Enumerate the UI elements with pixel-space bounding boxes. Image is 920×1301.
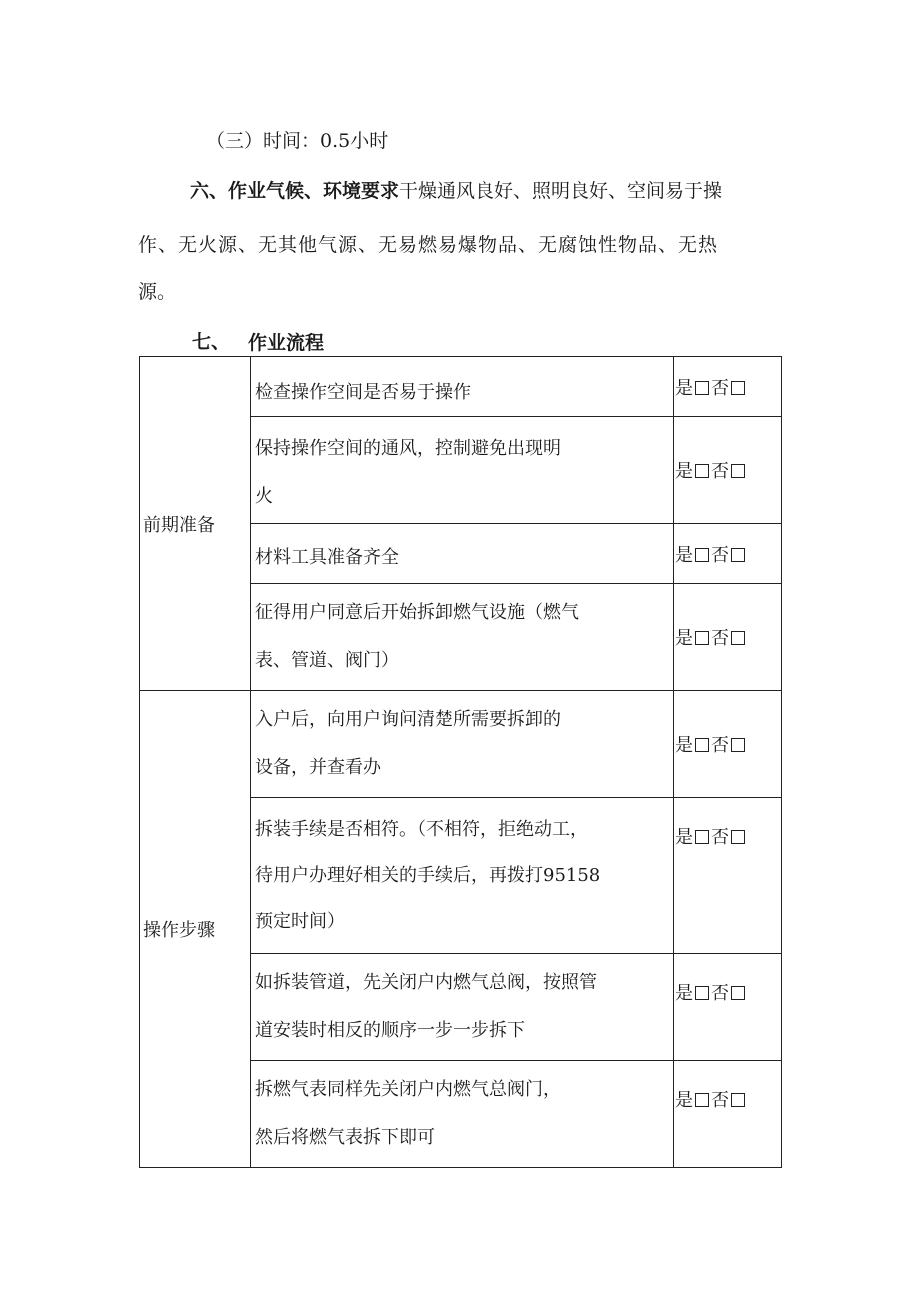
yes-label: 是 (675, 544, 693, 566)
no-label: 否 (711, 461, 729, 482)
check-cell (674, 954, 782, 1061)
task-line: 设备，并查看办 (255, 757, 381, 778)
yes-label: 是 (675, 827, 693, 848)
task-line: 检查操作空间是否易于操作 (255, 382, 471, 403)
section6-text-line1: 干燥通风良好、照明良好、空间易于操 (399, 180, 723, 202)
task-cell (251, 357, 674, 417)
no-checkbox[interactable] (731, 1093, 745, 1107)
task-line: 拆燃气表同样先关闭户内燃气总阀门， (255, 1079, 561, 1100)
yes-checkbox[interactable] (695, 631, 709, 645)
task-line: 然后将燃气表拆下即可 (255, 1127, 435, 1148)
no-label: 否 (711, 983, 729, 1004)
task-cell (251, 691, 674, 798)
section6-line1 (190, 176, 722, 203)
no-label: 否 (711, 1090, 729, 1111)
category-cell: 前期准备 (140, 357, 251, 691)
yes-label: 是 (675, 983, 693, 1004)
check-cell (674, 357, 782, 417)
task-cell (251, 954, 674, 1061)
section6-text-line2: 作、无火源、无其他气源、无易燃易爆物品、无腐蚀性物品、无热 (138, 234, 719, 256)
no-checkbox[interactable] (731, 548, 745, 562)
workflow-table (139, 356, 782, 1168)
no-checkbox[interactable] (731, 381, 745, 395)
yes-checkbox[interactable] (695, 464, 709, 478)
check-cell (674, 798, 782, 954)
task-line: 征得用户同意后开始拆卸燃气设施（燃气 (255, 602, 579, 623)
task-cell (251, 1061, 674, 1168)
yes-label: 是 (675, 628, 693, 649)
yes-checkbox[interactable] (695, 830, 709, 844)
yes-label: 是 (675, 461, 693, 482)
yes-checkbox[interactable] (695, 381, 709, 395)
task-line: 保持操作空间的通风，控制避免出现明 (255, 438, 561, 459)
task-line: 道安装时相反的顺序一步一步拆下 (255, 1020, 525, 1041)
no-label: 否 (711, 735, 729, 756)
section6-heading: 六、作业气候、环境要求 (190, 180, 400, 202)
no-label: 否 (711, 827, 729, 848)
section6-text-line3: 源。 (138, 281, 177, 303)
no-checkbox[interactable] (731, 464, 745, 478)
check-cell (674, 524, 782, 584)
category-cell: 操作步骤 (140, 691, 251, 1168)
check-cell (674, 691, 782, 798)
yes-label: 是 (675, 1090, 693, 1111)
task-line: 预定时间） (255, 910, 345, 932)
no-label: 否 (711, 628, 729, 649)
yes-label: 是 (675, 377, 693, 399)
yes-checkbox[interactable] (695, 738, 709, 752)
table-row (140, 357, 782, 417)
check-cell (674, 417, 782, 524)
yes-checkbox[interactable] (695, 986, 709, 1000)
task-cell (251, 417, 674, 524)
no-checkbox[interactable] (731, 830, 745, 844)
no-label: 否 (711, 544, 729, 566)
task-line: 拆装手续是否相符。（不相符，拒绝动工， (255, 818, 588, 840)
section7-number: 七、 (192, 331, 231, 353)
no-checkbox[interactable] (731, 738, 745, 752)
check-cell (674, 1061, 782, 1168)
yes-checkbox[interactable] (695, 1093, 709, 1107)
no-checkbox[interactable] (731, 986, 745, 1000)
yes-label: 是 (675, 735, 693, 756)
task-line: 火 (255, 486, 273, 507)
task-line: 入户后，向用户询问清楚所需要拆卸的 (255, 709, 561, 730)
task-cell (251, 524, 674, 584)
yes-checkbox[interactable] (695, 548, 709, 562)
task-cell (251, 798, 674, 954)
task-cell (251, 584, 674, 691)
check-cell (674, 584, 782, 691)
no-checkbox[interactable] (731, 631, 745, 645)
task-line: 表、管道、阀门） (255, 650, 399, 671)
task-line: 材料工具准备齐全 (255, 546, 399, 568)
task-line: 如拆装管道，先关闭户内燃气总阀，按照管 (255, 972, 597, 993)
table-row (140, 691, 782, 798)
task-line: 待用户办理好相关的手续后，再拨打95158 (255, 864, 601, 886)
no-label: 否 (711, 377, 729, 399)
time-line: （三）时间：0.5小时 (206, 130, 389, 152)
section7-title: 作业流程 (248, 332, 325, 354)
